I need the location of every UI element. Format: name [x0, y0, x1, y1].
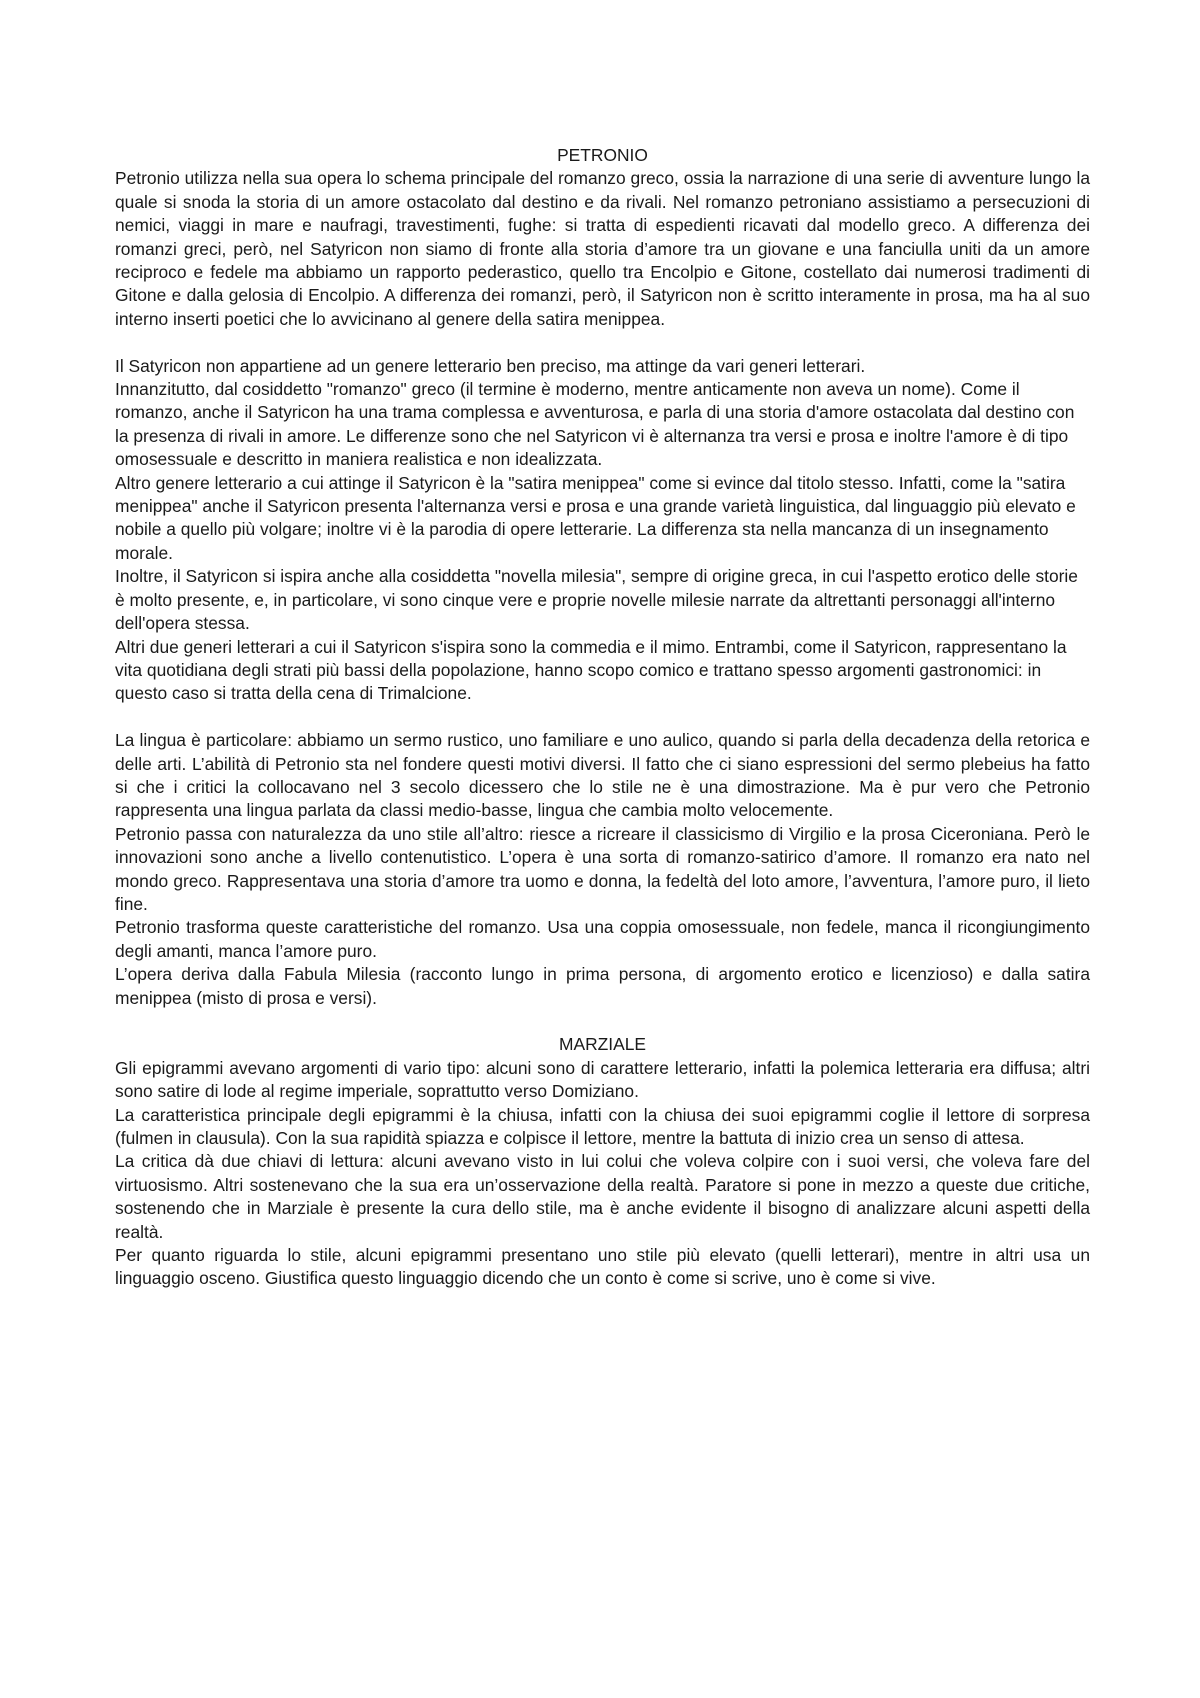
section-title-petronio: PETRONIO	[557, 145, 648, 165]
marziale-paragraph-2: La caratteristica principale degli epigrammi è la chiusa, infatti con la chiusa dei suoi epigrammi coglie il lettore di sorpresa (fulmen in clausula). Con la sua rapidità spiazza e colpisce il lettore, mentre la battuta di inizio crea un senso di attesa.	[115, 1104, 1090, 1149]
petronio-paragraph-2: Il Satyricon non appartiene ad un genere letterario ben preciso, ma attinge da vari generi letterari.	[115, 355, 866, 376]
marziale-paragraph-4: Per quanto riguarda lo stile, alcuni epigrammi presentano uno stile più elevato (quelli letterari), mentre in altri usa un linguaggio osceno. Giustifica questo linguaggio dicendo che un conto è come si scrive, uno è come si vive.	[115, 1245, 1090, 1289]
paragraph-spacer	[115, 706, 1090, 729]
petronio-paragraph-9: Petronio trasforma queste caratteristiche del romanzo. Usa una coppia omosessuale, non fedele, manca il ricongiungimento degli amanti, manca l’amore puro.	[115, 917, 1090, 961]
petronio-paragraph-3: Innanzitutto, dal cosiddetto "romanzo" greco (il termine è moderno, mentre anticamente non aveva un nome). Come il romanzo, anche il Satyricon ha una trama complessa e avventurosa, e parla di una storia d'amore ostacolata dal destino con la presenza di rivali in amore. Le differenze sono che nel Satyricon vi è alternanza tra versi e prosa e inoltre l'amore è di tipo omosessuale e descritto in maniera realistica e non idealizzata.	[115, 379, 1075, 470]
petronio-paragraph-7: La lingua è particolare: abbiamo un sermo rustico, uno familiare e uno aulico, quando si parla della decadenza della retorica e delle arti. L’abilità di Petronio sta nel fondere questi motivi diversi. Il fatto che ci siano espressioni del sermo plebeius ha fatto si che i critici la collocavano nel 3 secolo dicessero che lo stile ne è una dimostrazione. Ma è pur vero che Petronio rappresenta una lingua parlata da classi medio-basse, lingua che cambia molto velocemente.	[115, 730, 1090, 821]
petronio-paragraph-1: Petronio utilizza nella sua opera lo schema principale del romanzo greco, ossia la narrazione di una serie di avventure lungo la quale si snoda la storia di un amore ostacolato dal destino e da rivali. Nel romanzo petroniano assistiamo a persecuzioni di nemici, viaggi in mare e naufragi, travestimenti, fughe: si tratta di espedienti ricavati dal modello greco. A differenza dei romanzi greci, però, nel Satyricon non siamo di fronte alla storia d’amore tra un giovane e una fanciulla uniti da un amore reciproco e fedele ma abbiamo un rapporto pederastico, quello tra Encolpio e Gitone, costellato dai numerosi tradimenti di Gitone e dalla gelosia di Encolpio. A differenza dei romanzi, però, il Satyricon non è scritto interamente in prosa, ma ha al suo interno inserti poetici che lo avvicinano al genere della satira menippea.	[115, 168, 1090, 329]
petronio-paragraph-8: Petronio passa con naturalezza da uno stile all’altro: riesce a ricreare il classicismo di Virgilio e la prosa Ciceroniana. Però le innovazioni sono anche a livello contenutistico. L’opera è una sorta di romanzo-satirico d’amore. Il romanzo era nato nel mondo greco. Rappresentava una storia d’amore tra uomo e donna, la fedeltà del loto amore, l’avventura, l’amore puro, il lieto fine.	[115, 823, 1090, 914]
petronio-paragraph-10: L’opera deriva dalla Fabula Milesia (racconto lungo in prima persona, di argomento erotico e licenzioso) e dalla satira menippea (misto di prosa e versi).	[115, 964, 1090, 1008]
section-title-marziale: MARZIALE	[559, 1034, 646, 1055]
document-body	[115, 144, 1090, 1291]
paragraph-spacer	[115, 331, 1090, 354]
marziale-paragraph-3: La critica dà due chiavi di lettura: alcuni avevano visto in lui colui che voleva colpire con i suoi versi, che voleva fare del virtuosismo. Altri sostenevano che la sua era un’osservazione della realtà. Paratore si pone in mezzo a queste due critiche, sostenendo che in Marziale è presente la cura dello stile, ma è anche evidente il bisogno di analizzare alcuni aspetti della realtà.	[115, 1151, 1090, 1242]
paragraph-spacer	[115, 1010, 1090, 1033]
petronio-paragraph-4: Altro genere letterario a cui attinge il Satyricon è la "satira menippea" come si evince dal titolo stesso. Infatti, come la "satira menippea" anche il Satyricon presenta l'alternanza versi e prosa e una grande varietà linguistica, dal linguaggio più elevato e nobile a quello più volgare; inoltre vi è la parodia di opere letterarie. La differenza sta nella mancanza di un insegnamento morale.	[115, 472, 1076, 563]
marziale-paragraph-1: Gli epigrammi avevano argomenti di vario tipo: alcuni sono di carattere letterario, infatti la polemica letteraria era diffusa; altri sono satire di lode al regime imperiale, soprattutto verso Domiziano.	[115, 1057, 1090, 1102]
petronio-paragraph-6: Altri due generi letterari a cui il Satyricon s'ispira sono la commedia e il mimo. Entrambi, come il Satyricon, rappresentano la vita quotidiana degli strati più bassi della popolazione, hanno scopo comico e trattano spesso argomenti gastronomici: in questo caso si tratta della cena di Trimalcione.	[115, 636, 1067, 704]
petronio-paragraph-5: Inoltre, il Satyricon si ispira anche alla cosiddetta "novella milesia", sempre di origine greca, in cui l'aspetto erotico delle storie è molto presente, e, in particolare, vi sono cinque vere e proprie novelle milesie narrate da altrettanti personaggi all'interno dell'opera stessa.	[115, 566, 1078, 634]
